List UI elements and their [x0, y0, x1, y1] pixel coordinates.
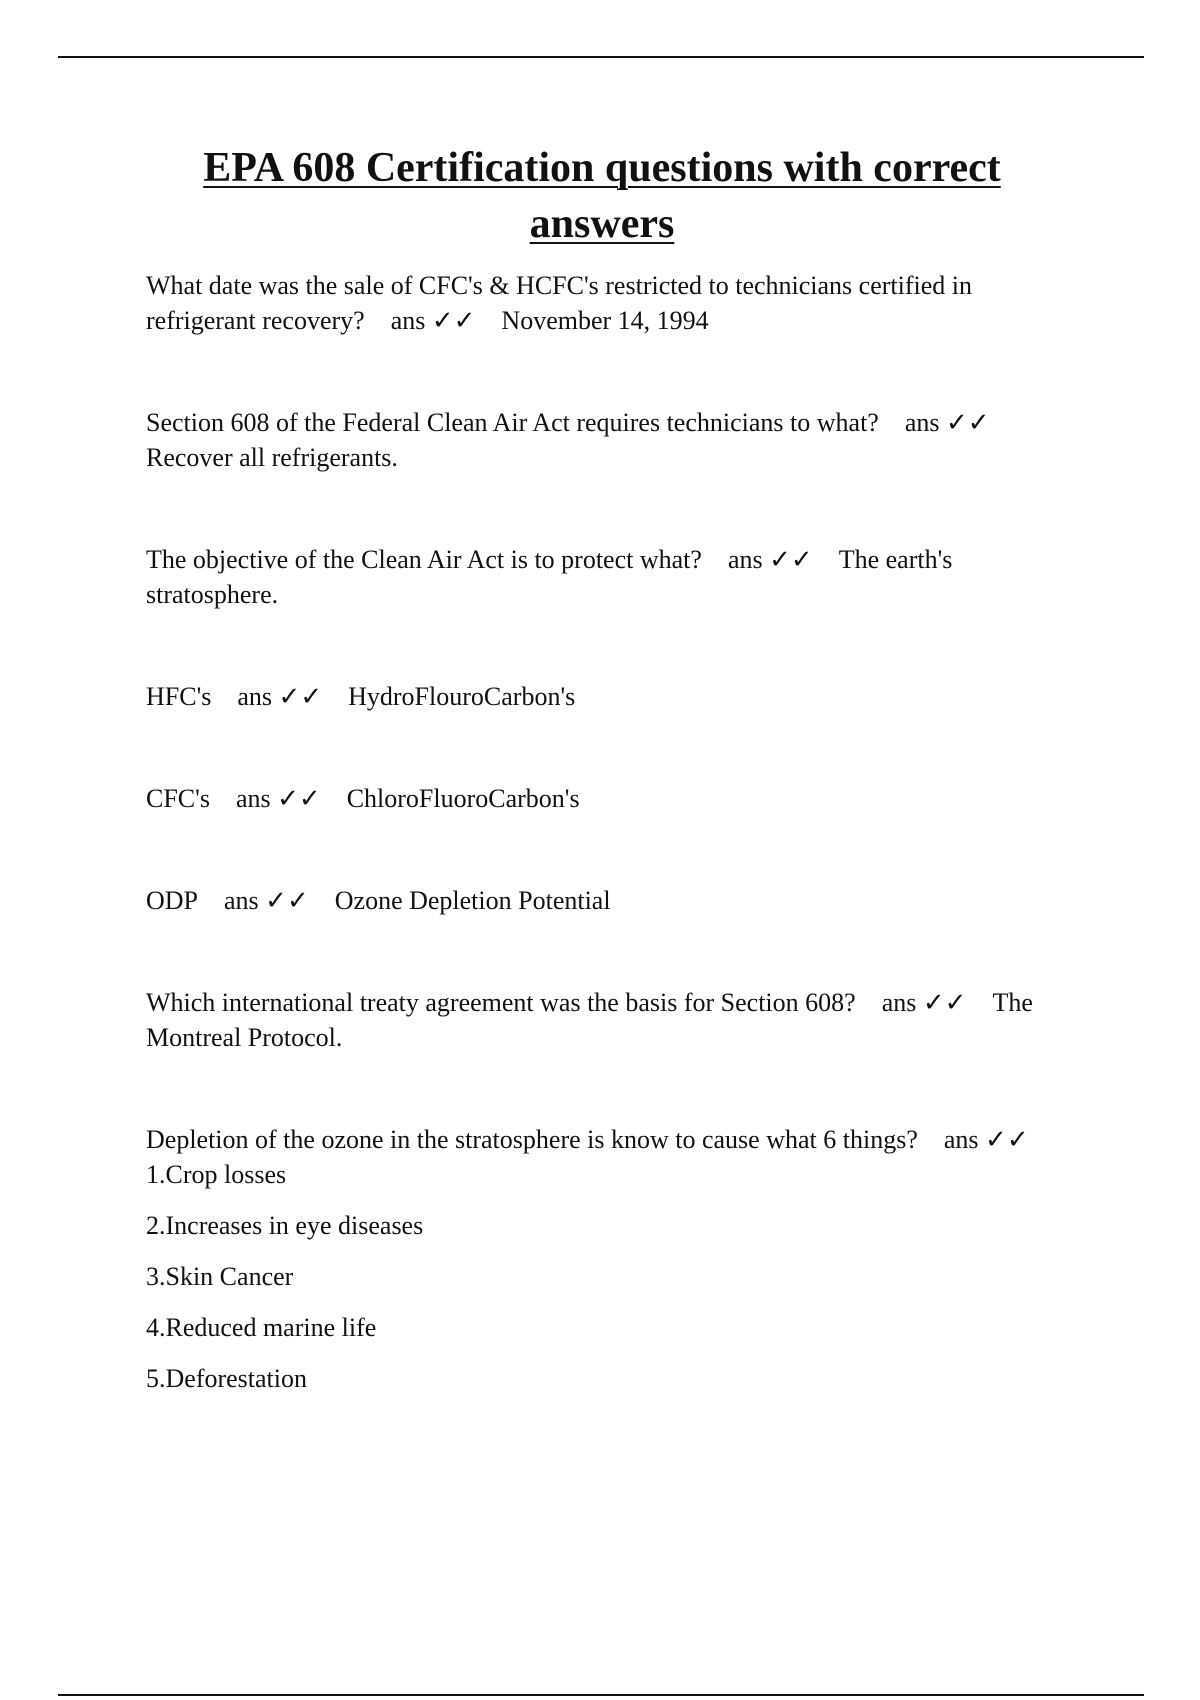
- question-text: Section 608 of the Federal Clean Air Act requires technicians to what?: [146, 408, 879, 437]
- question-text: What date was the sale of CFC's & HCFC's restricted to technicians certified in refrigerant recovery?: [146, 271, 973, 335]
- qa-item: [146, 268, 1058, 338]
- answer-text: 1.Crop losses: [146, 1160, 287, 1189]
- answer-text: HydroFlouroCarbon's: [348, 682, 576, 711]
- question-text: The objective of the Clean Air Act is to protect what?: [146, 545, 702, 574]
- answer-marker: ans ✓✓: [904, 408, 990, 437]
- answer-marker: ans ✓✓: [224, 886, 309, 915]
- qa-item: [146, 781, 1058, 816]
- answer-marker: ans ✓✓: [881, 988, 967, 1017]
- answer-text: Ozone Depletion Potential: [334, 886, 611, 915]
- list-item: 4.Reduced marine life: [146, 1313, 377, 1342]
- qa-item: [146, 883, 1058, 918]
- question-text: ODP: [146, 886, 199, 915]
- list-item: 5.Deforestation: [146, 1364, 308, 1393]
- question-text: Depletion of the ozone in the stratosphere is know to cause what 6 things?: [146, 1125, 918, 1154]
- qa-item: [146, 985, 1058, 1055]
- answer-marker: ans ✓✓: [390, 306, 476, 335]
- qa-item: [146, 542, 1058, 612]
- bottom-rule: [58, 1694, 1144, 1696]
- answer-text: The earth's stratosphere.: [146, 545, 953, 609]
- qa-item: [146, 1122, 1058, 1192]
- answer-marker: ans ✓✓: [727, 545, 813, 574]
- list-item: 2.Increases in eye diseases: [146, 1211, 424, 1240]
- question-text: CFC's: [146, 784, 210, 813]
- answer-text: ChloroFluoroCarbon's: [346, 784, 580, 813]
- answer-text: The Montreal Protocol.: [146, 988, 1033, 1052]
- qa-item: [146, 405, 1058, 475]
- list-item: 3.Skin Cancer: [146, 1262, 294, 1291]
- top-rule: [58, 56, 1144, 58]
- answer-text: Recover all refrigerants.: [146, 443, 398, 472]
- question-text: HFC's: [146, 682, 212, 711]
- document-page: [146, 140, 1058, 1396]
- page-title: EPA 608 Certification questions with correct answers: [203, 145, 1001, 247]
- answer-marker: ans ✓✓: [943, 1125, 1029, 1154]
- answer-text: November 14, 1994: [501, 306, 709, 335]
- question-text: Which international treaty agreement was the basis for Section 608?: [146, 988, 856, 1017]
- answer-marker: ans ✓✓: [237, 682, 323, 711]
- qa-item: [146, 679, 1058, 714]
- answer-marker: ans ✓✓: [235, 784, 321, 813]
